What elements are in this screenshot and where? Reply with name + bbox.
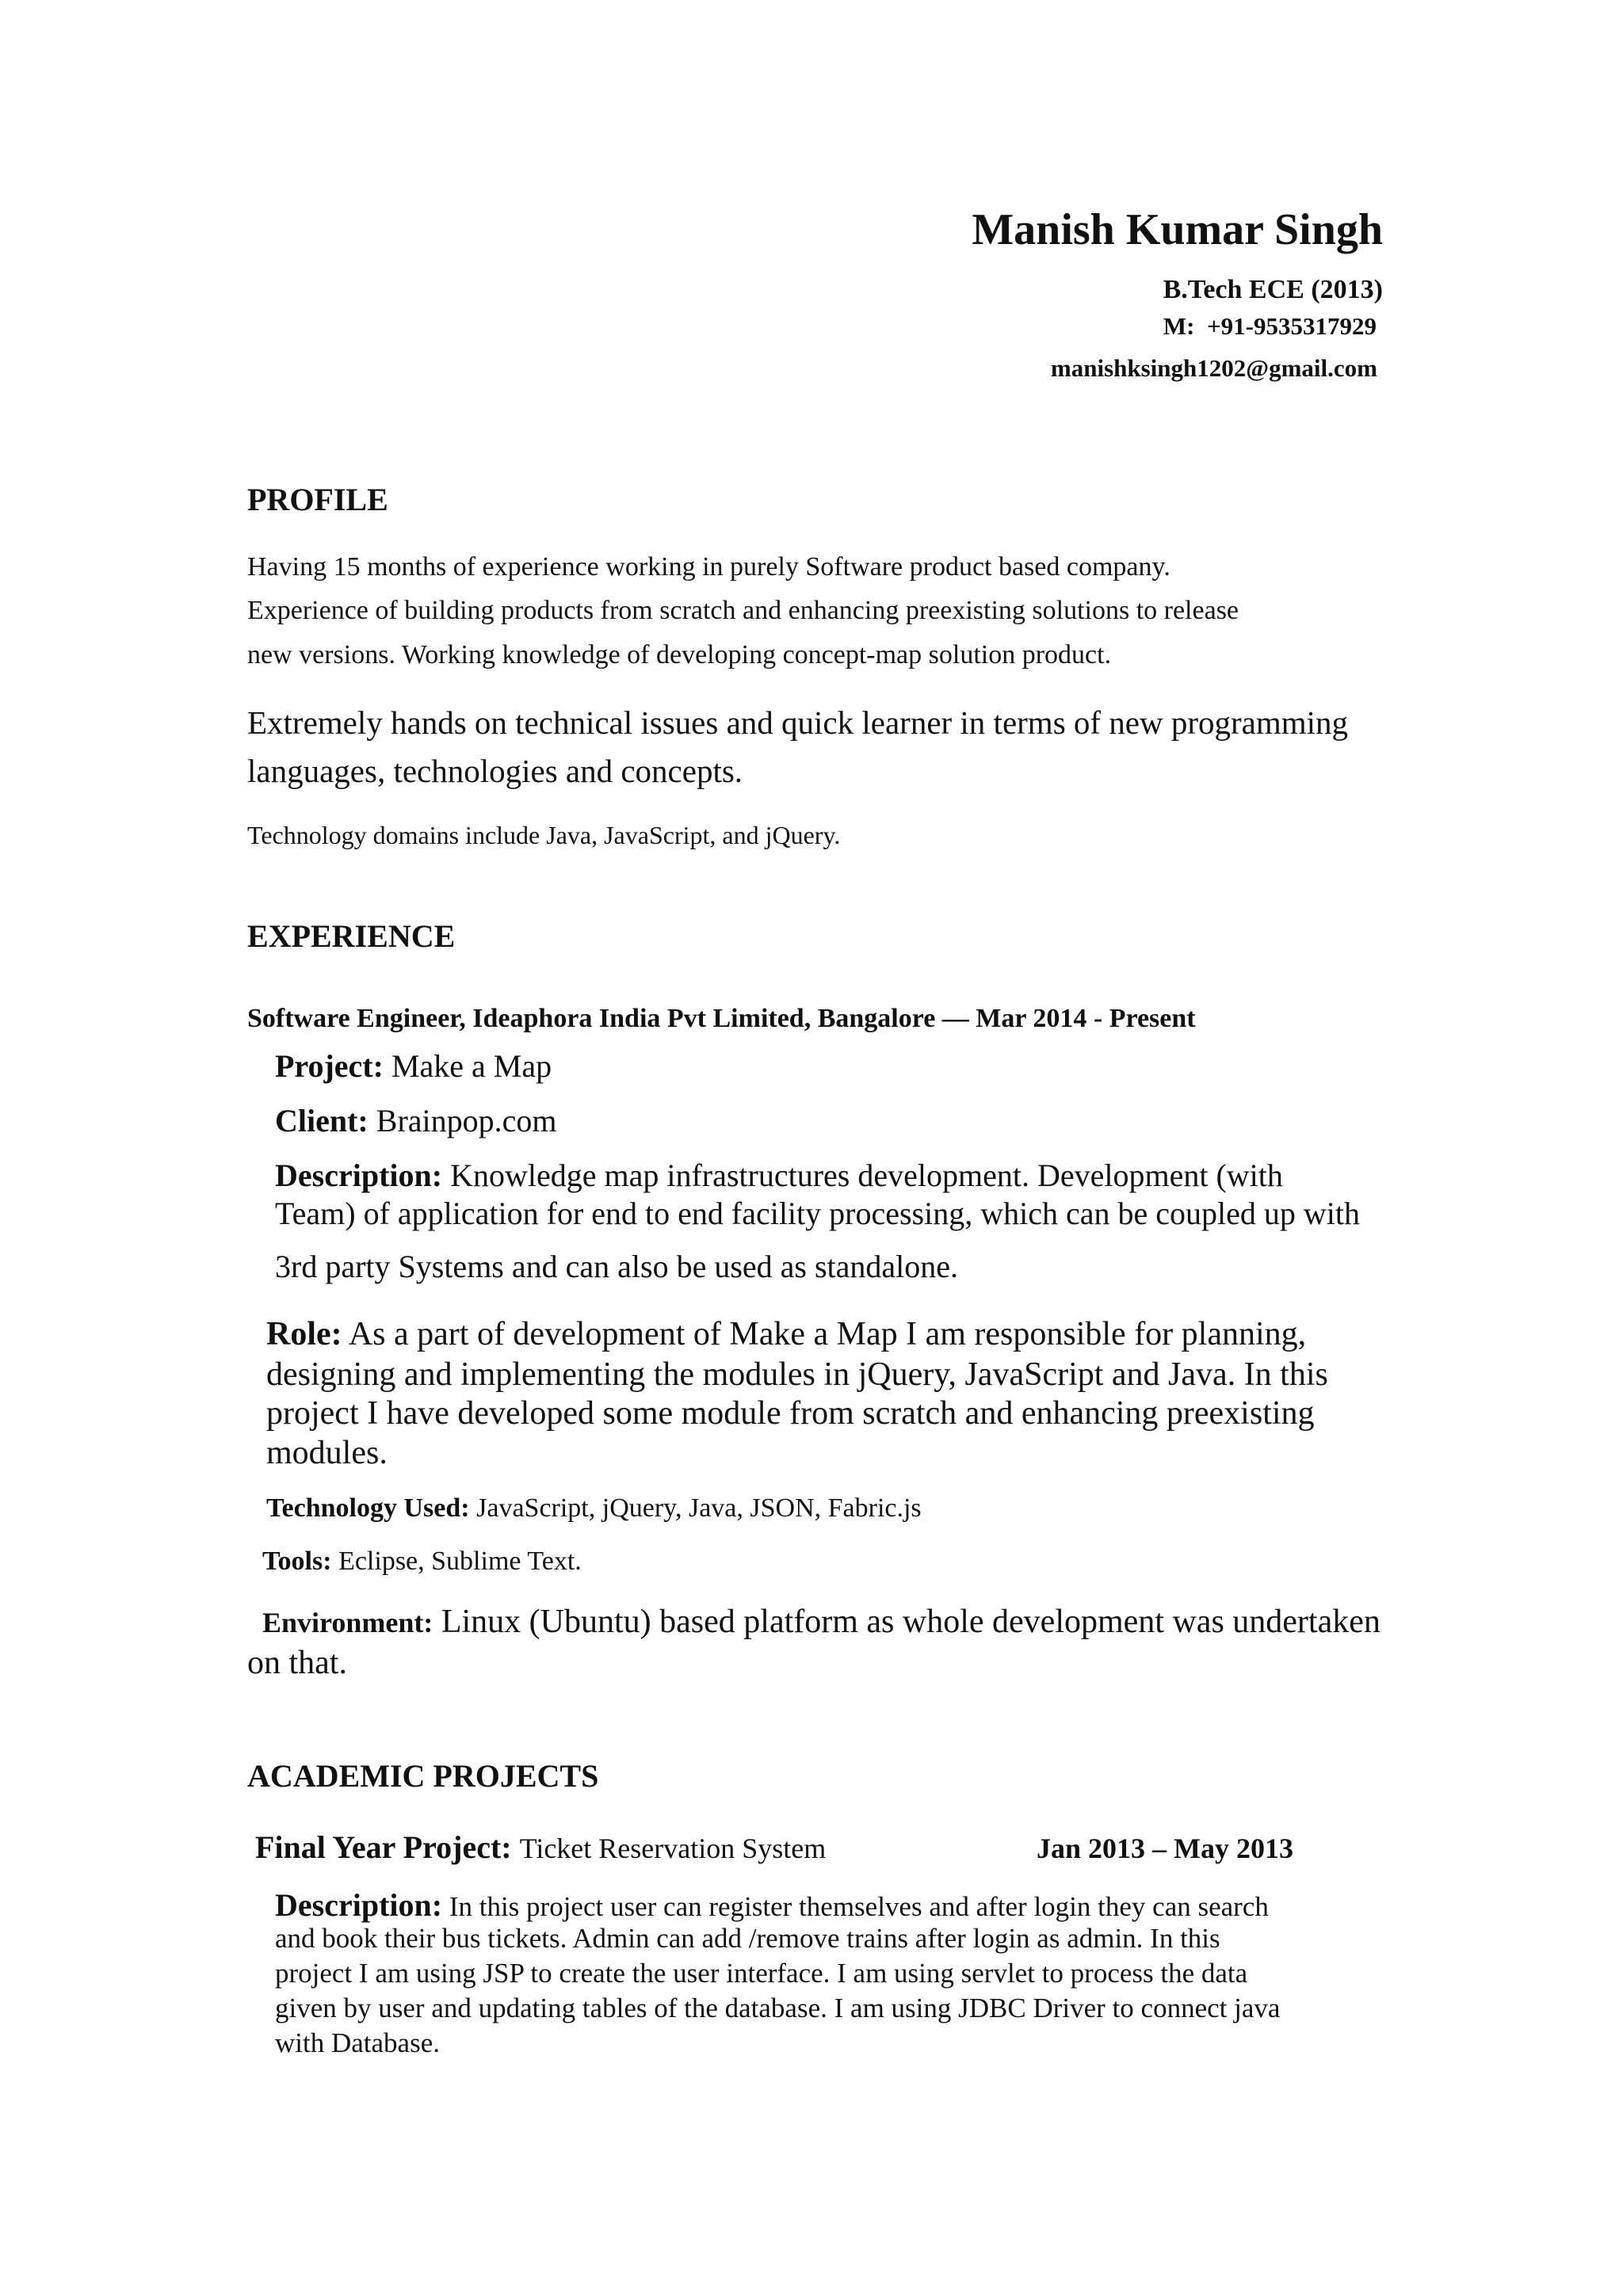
project-field bbox=[275, 1047, 552, 1085]
client-value: Brainpop.com bbox=[376, 1103, 557, 1138]
description-line: 3rd party Systems and can also be used as standalone. bbox=[275, 1249, 959, 1284]
role-line: project I have developed some module from scratch and enhancing preexisting bbox=[266, 1395, 1315, 1432]
role-line: modules. bbox=[266, 1435, 388, 1471]
candidate-name: Manish Kumar Singh bbox=[972, 205, 1383, 254]
tools-field bbox=[262, 1547, 582, 1577]
role-line: designing and implementing the modules in jQuery, JavaScript and Java. In this bbox=[266, 1356, 1328, 1393]
academic-description-line: given by user and updating tables of the database. I am using JDBC Driver to connect java bbox=[275, 1993, 1281, 2023]
profile-para1-line: new versions. Working knowledge of developing concept-map solution product. bbox=[247, 640, 1112, 669]
academic-description-label: Description: bbox=[275, 1887, 443, 1923]
academic-description-text: In this project user can register themselves and after login they can search bbox=[449, 1891, 1269, 1922]
client-field bbox=[275, 1102, 557, 1139]
job-title: Software Engineer, Ideaphora India Pvt Limited, Bangalore — Mar 2014 - Present bbox=[247, 1004, 1196, 1033]
description-label: Description: bbox=[275, 1158, 443, 1193]
environment-line bbox=[262, 1603, 1381, 1641]
role-text: As a part of development of Make a Map I am responsible for planning, bbox=[348, 1316, 1307, 1352]
role-label: Role: bbox=[266, 1316, 342, 1352]
tools-label: Tools: bbox=[262, 1547, 332, 1576]
tools-value: Eclipse, Sublime Text. bbox=[338, 1547, 582, 1576]
project-label: Project: bbox=[275, 1048, 384, 1084]
description-line: Team) of application for end to end facility processing, which can be coupled up with bbox=[275, 1196, 1360, 1231]
academic-description-line: project I am using JSP to create the user interface. I am using servlet to process the data bbox=[275, 1958, 1248, 1989]
technology-field bbox=[266, 1493, 922, 1524]
profile-para2-line: Extremely hands on technical issues and quick learner in terms of new programming bbox=[247, 704, 1349, 741]
environment-text: Linux (Ubuntu) based platform as whole development was undertaken bbox=[441, 1604, 1381, 1640]
final-year-project-field bbox=[255, 1829, 826, 1866]
description-text: Knowledge map infrastructures development. Development (with bbox=[450, 1158, 1283, 1193]
phone-line bbox=[1163, 312, 1377, 341]
project-value: Make a Map bbox=[391, 1048, 552, 1084]
final-year-project-value: Ticket Reservation System bbox=[519, 1833, 827, 1864]
degree: B.Tech ECE (2013) bbox=[1163, 275, 1383, 304]
client-label: Client: bbox=[275, 1103, 369, 1138]
email: manishksingh1202@gmail.com bbox=[1050, 354, 1377, 382]
profile-para1-line: Experience of building products from scratch and enhancing preexisting solutions to release bbox=[247, 596, 1239, 625]
profile-para1-line: Having 15 months of experience working in purely Software product based company. bbox=[247, 552, 1170, 582]
role-line bbox=[266, 1315, 1306, 1353]
academic-description-line: with Database. bbox=[275, 2027, 440, 2058]
technology-value: JavaScript, jQuery, Java, JSON, Fabric.js bbox=[476, 1493, 922, 1523]
phone-label: M: bbox=[1163, 312, 1195, 340]
academic-heading: ACADEMIC PROJECTS bbox=[247, 1758, 599, 1794]
profile-technology-domains: Technology domains include Java, JavaScript, and jQuery. bbox=[247, 821, 841, 849]
profile-para2-line: languages, technologies and concepts. bbox=[247, 753, 743, 789]
profile-heading: PROFILE bbox=[247, 482, 388, 517]
description-line bbox=[275, 1157, 1283, 1194]
technology-label: Technology Used: bbox=[266, 1493, 470, 1523]
academic-description-line: and book their bus tickets. Admin can add /remove trains after login as admin. In this bbox=[275, 1923, 1220, 1954]
academic-project-dates: Jan 2013 – May 2013 bbox=[1037, 1833, 1293, 1864]
final-year-project-label: Final Year Project: bbox=[255, 1829, 512, 1865]
environment-label: Environment: bbox=[262, 1607, 433, 1638]
experience-heading: EXPERIENCE bbox=[247, 918, 456, 954]
academic-description-line bbox=[275, 1886, 1269, 1924]
environment-line: on that. bbox=[247, 1645, 347, 1681]
phone-number: +91-9535317929 bbox=[1207, 312, 1377, 340]
